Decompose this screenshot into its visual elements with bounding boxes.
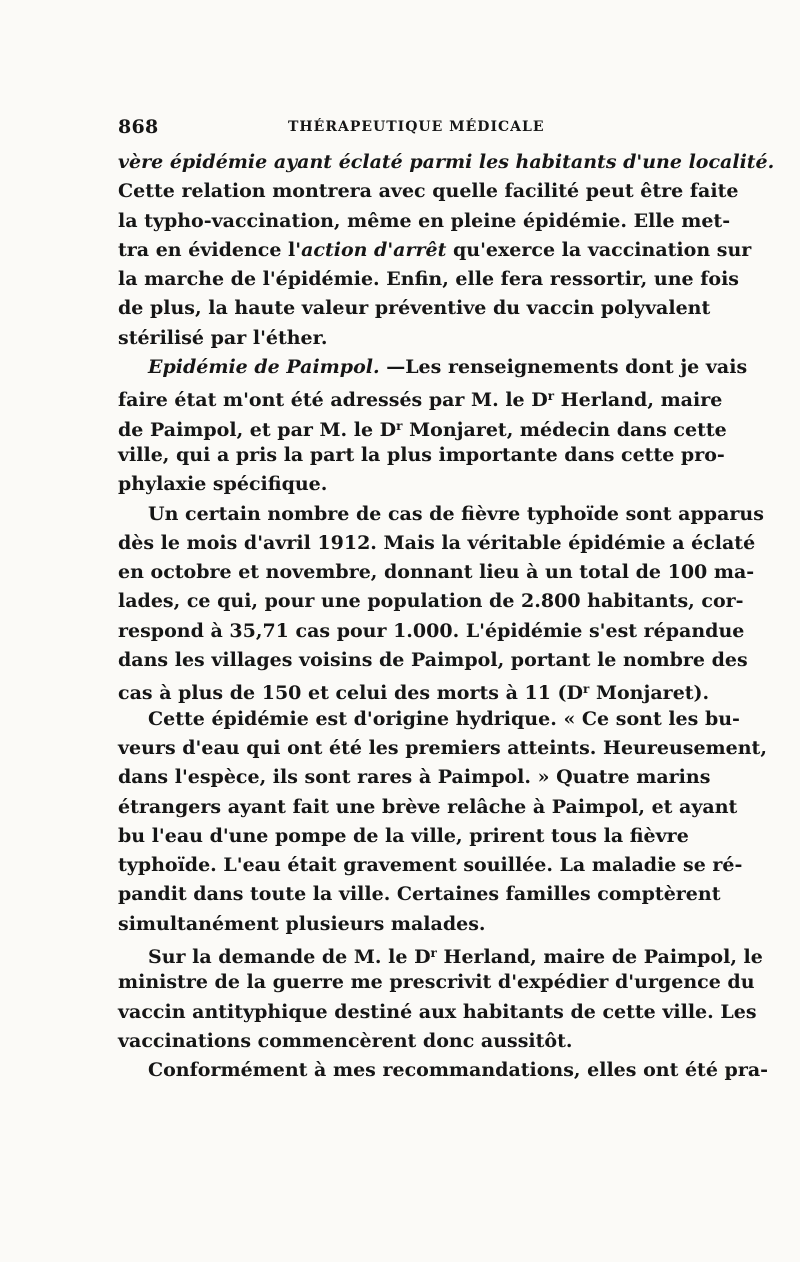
text-line — [118, 353, 748, 382]
text-segment: Herland, maire de Paimpol, le — [436, 946, 763, 969]
text-line: bu l'eau d'une pompe de la ville, prirent tous la fièvre — [118, 824, 689, 847]
text-line: Cette relation montrera avec quelle facilité peut être faite — [118, 180, 739, 203]
text-line: étrangers ayant fait une brève relâche à Paimpol, et ayant — [118, 795, 738, 818]
text-line: vère épidémie ayant éclaté parmi les habitants d'une localité. — [118, 151, 775, 173]
text-segment: qu'exerce la vaccination sur — [446, 238, 752, 261]
text-segment: —Les renseignements dont je vais — [379, 356, 748, 379]
paragraph-6 — [118, 1056, 769, 1085]
text-segment: Herland, maire — [554, 389, 723, 412]
text-line: respond à 35,71 cas pour 1.000. L'épidémie s'est répandue — [118, 619, 745, 642]
section-title: Epidémie de Paimpol. — [148, 356, 380, 379]
running-title: THÉRAPEUTIQUE MÉDICALE — [288, 119, 545, 135]
paragraph-3 — [118, 500, 764, 705]
text-line — [118, 236, 752, 265]
text-line: typhoïde. L'eau était gravement souillée. La maladie se ré- — [118, 854, 743, 877]
text-segment: Monjaret). — [589, 682, 710, 705]
paragraph-4 — [118, 705, 767, 939]
text-line: phylaxie spécifique. — [118, 473, 328, 496]
text-line: ministre de la guerre me prescrivit d'expédier d'urgence du — [118, 971, 755, 994]
superscript: r — [583, 682, 590, 697]
text-segment: cas à plus de 150 et celui des morts à 11 (D — [118, 682, 584, 705]
text-segment: de Paimpol, et par M. le D — [118, 418, 397, 441]
text-line: Un certain nombre de cas de fièvre typhoïde sont apparus — [148, 502, 764, 525]
text-line: en octobre et novembre, donnant lieu à un total de 100 ma- — [118, 561, 755, 584]
text-segment: tra en évidence l' — [118, 238, 302, 261]
text-line — [118, 675, 710, 705]
text-line: dès le mois d'avril 1912. Mais la véritable épidémie a éclaté — [118, 531, 756, 554]
text-line: Conformément à mes recommandations, elles ont été pra- — [148, 1059, 769, 1082]
text-line: ville, qui a pris la part la plus importante dans cette pro- — [118, 443, 725, 466]
page-number: 868 — [118, 116, 159, 138]
text-line: vaccin antityphique destiné aux habitants de cette ville. Les — [118, 1000, 757, 1023]
body-text — [118, 148, 775, 1086]
text-line: de plus, la haute valeur préventive du vaccin polyvalent — [118, 297, 711, 320]
italic-phrase: action d'arrêt — [301, 238, 447, 261]
text-line: la typho-vaccination, même en pleine épidémie. Elle met- — [118, 209, 731, 232]
paragraph-5 — [118, 939, 763, 1056]
superscript: r — [396, 418, 403, 433]
text-line: dans les villages voisins de Paimpol, portant le nombre des — [118, 649, 748, 672]
page-header — [118, 116, 678, 142]
text-line: Cette épidémie est d'origine hydrique. « Ce sont les bu- — [148, 707, 740, 730]
text-line: dans l'espèce, ils sont rares à Paimpol. » Quatre marins — [118, 766, 711, 789]
superscript: r — [547, 389, 555, 404]
text-line — [118, 382, 723, 412]
text-line: vaccinations commencèrent donc aussitôt. — [118, 1029, 573, 1052]
text-line: veurs d'eau qui ont été les premiers atteints. Heureusement, — [118, 736, 767, 759]
text-segment: Monjaret, médecin dans cette — [402, 418, 727, 441]
text-segment: Sur la demande de M. le D — [148, 946, 431, 969]
paragraph-2 — [118, 353, 748, 499]
text-line: stérilisé par l'éther. — [118, 326, 328, 349]
text-segment: faire état m'ont été adressés par M. le D — [118, 389, 548, 412]
text-line: simultanément plusieurs malades. — [118, 912, 486, 935]
text-line: lades, ce qui, pour une population de 2.800 habitants, cor- — [118, 590, 744, 613]
text-line — [118, 939, 763, 969]
text-line: la marche de l'épidémie. Enfin, elle fera ressortir, une fois — [118, 268, 739, 291]
text-line: pandit dans toute la ville. Certaines familles comptèrent — [118, 883, 721, 906]
text-line — [118, 412, 727, 441]
paragraph-1 — [118, 148, 775, 353]
superscript: r — [430, 946, 437, 961]
